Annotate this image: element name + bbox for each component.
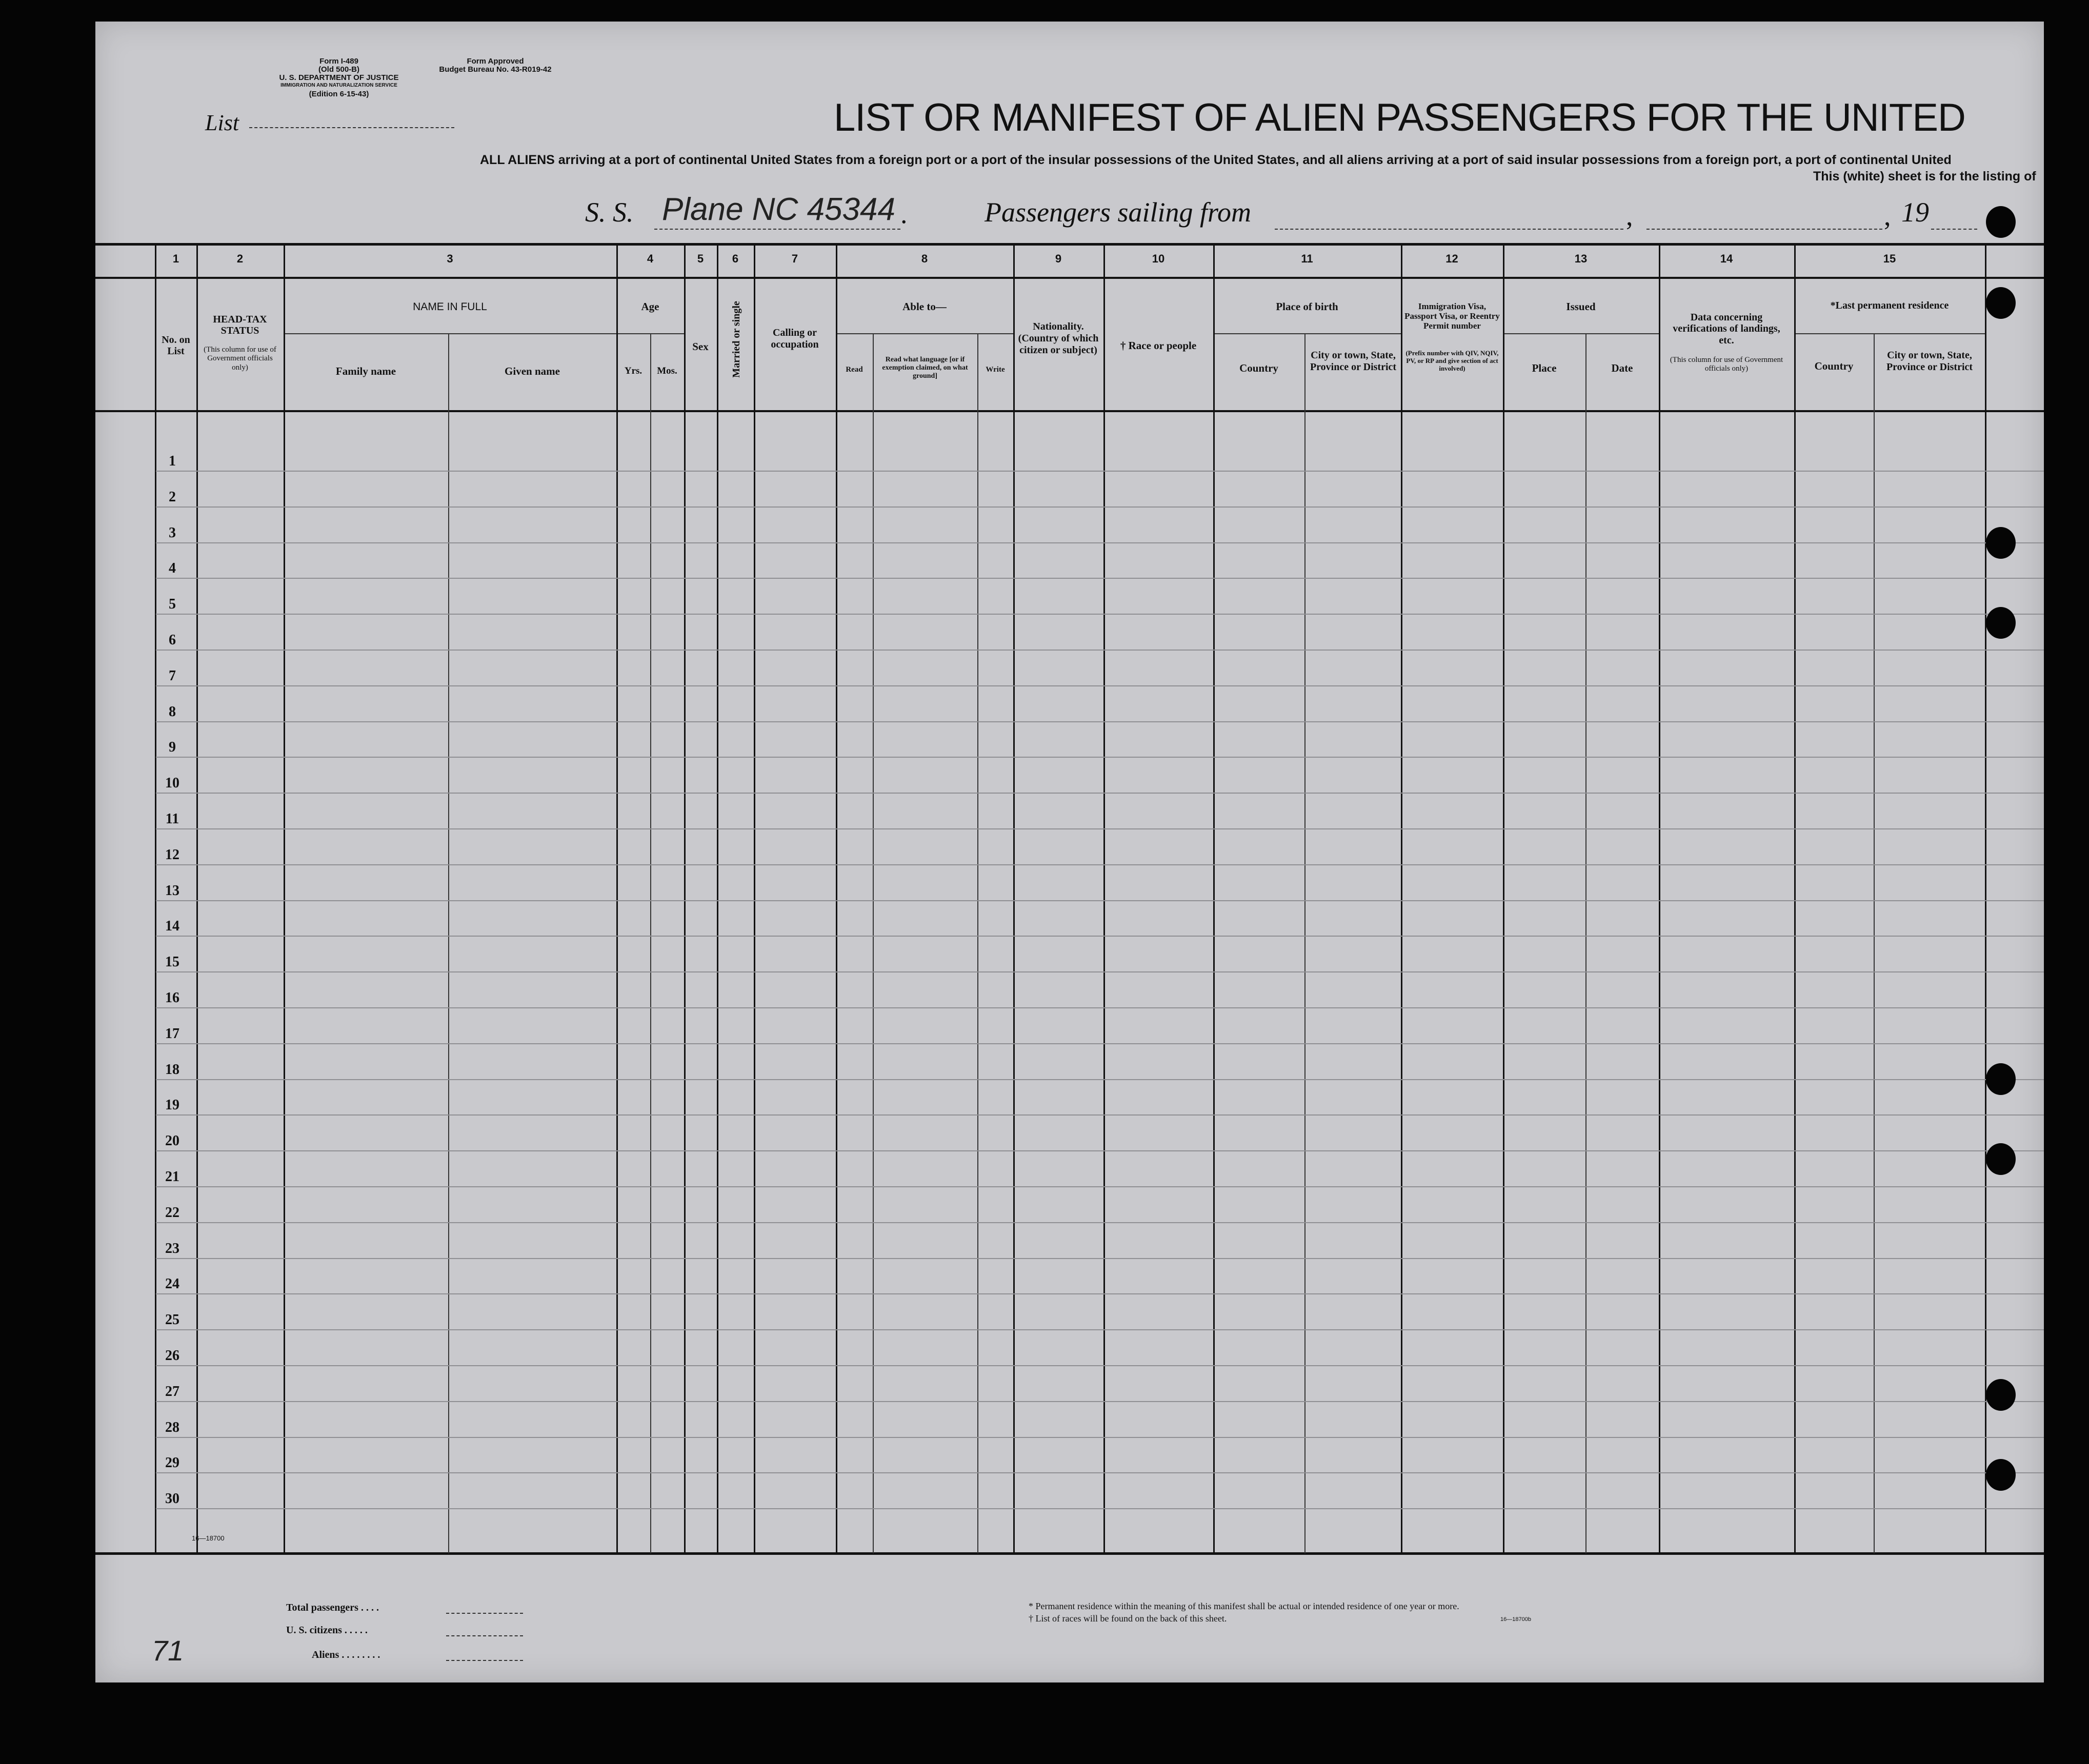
punch-hole [1986,1143,2016,1175]
header-issued-place: Place [1532,362,1557,374]
col-line-3a [448,333,449,1553]
colnum-11: 11 [1301,252,1313,265]
row-number: 6 [169,632,176,648]
colnum-1: 1 [172,252,179,265]
col-line-12 [1503,243,1504,1553]
table-row[interactable] [156,1079,2044,1080]
header-birth-country: Country [1239,362,1278,374]
header-issued: Issued [1566,300,1596,313]
col-line-8 [1013,243,1015,1553]
col-line-0 [155,243,156,1553]
header-age-mos: Mos. [657,366,677,376]
issued-subline [1503,333,1659,334]
col-line-8a [873,333,874,1553]
row-number: 11 [165,811,179,827]
table-row[interactable] [156,900,2044,901]
col-line-6 [754,243,755,1553]
col-line-4 [684,243,686,1553]
col-line-13 [1659,243,1660,1553]
budget-bureau: Budget Bureau No. 43-R019-42 [439,65,552,74]
sailing-date-line[interactable] [1646,229,1882,230]
punch-hole [1986,1379,2016,1411]
header-verifications-note: (This column for use of Government officials only) [1670,356,1783,373]
header-place-of-birth: Place of birth [1276,300,1338,313]
col-line-4a [650,333,651,1553]
header-visa: Immigration Visa, Passport Visa, or Reentry Permit number [1404,301,1500,331]
row-number: 2 [169,489,176,505]
table-row[interactable] [156,971,2044,972]
colnum-5: 5 [697,252,704,265]
subtitle-line-2: This (white) sheet is for the listing of [1813,169,2036,184]
table-row[interactable] [156,542,2044,543]
row-number: 4 [169,560,176,576]
comma-sep: , [1626,200,1633,231]
header-issued-date: Date [1611,362,1633,374]
sailing-port-line[interactable] [1275,229,1623,230]
colnum-12: 12 [1445,252,1458,265]
colnum-2: 2 [236,252,244,265]
col-line-8b [977,333,978,1553]
header-residence-city: City or town, State, Province or District [1886,350,1973,373]
table-top-border [95,243,2044,246]
footnote-races: † List of races will be found on the back of this sheet. [1029,1613,1227,1624]
form-approved: Form Approved [467,57,524,66]
row-number: 25 [165,1312,179,1328]
punch-hole [1986,1459,2016,1491]
table-row[interactable] [156,793,2044,794]
list-label: List [205,110,239,135]
row-number: 7 [169,668,176,684]
row-number: 15 [165,954,179,970]
row-number: 22 [165,1205,179,1221]
table-row[interactable] [156,1293,2044,1294]
row-number: 20 [165,1133,179,1149]
header-able-language: Read what language [or if exemption claimed, on what ground] [882,356,968,380]
row-number: 12 [165,847,179,863]
us-citizens-label: U. S. citizens . . . . . [286,1625,368,1636]
col-line-14 [1794,243,1796,1553]
table-row[interactable] [156,1043,2044,1044]
table-row[interactable] [156,1007,2044,1008]
header-able-to: Able to— [902,300,947,313]
col-line-15 [1985,243,1986,1553]
table-row[interactable] [156,1508,2044,1509]
year-prefix: 19 [1901,197,1929,228]
printer-mark: 16—18700 [192,1534,225,1542]
row-number: 28 [165,1420,179,1435]
comma-sep-2: , [1884,200,1891,231]
table-row[interactable] [156,614,2044,615]
colnum-14: 14 [1720,252,1733,265]
header-name-in-full: NAME IN FULL [413,301,487,313]
header-verifications: Data concerning verifications of landings, etc. [1673,312,1780,346]
table-row[interactable] [156,1114,2044,1116]
table-row[interactable] [156,1186,2044,1187]
table-row[interactable] [156,685,2044,686]
punch-hole [1986,1063,2016,1095]
row-number: 8 [169,704,176,720]
punch-hole [1986,287,2016,319]
subtitle-line-1: ALL ALIENS arriving at a port of continental United States from a foreign port or a port of the insular possessions of the United States, and all aliens arriving at a port of said insular possessions from a foreign port, a port of continental United [480,153,1952,167]
header-age: Age [641,300,659,313]
table-row[interactable] [156,650,2044,651]
table-row[interactable] [156,936,2044,937]
form-edition: (Edition 6-15-43) [309,90,369,98]
margin-mark: 71 [152,1634,184,1667]
ship-name-field[interactable]: Plane NC 45344 [662,192,895,227]
col-line-13a [1585,333,1586,1553]
table-row[interactable] [156,1258,2044,1259]
row-number: 30 [165,1491,179,1507]
colnum-8: 8 [921,252,928,265]
total-passengers-label: Total passengers . . . . [286,1602,379,1613]
row-number: 10 [165,775,179,791]
row-number: 27 [165,1384,179,1400]
header-sex: Sex [692,340,709,353]
ship-name-period: . [900,198,908,229]
list-number-line[interactable] [249,127,454,128]
page-title: LIST OR MANIFEST OF ALIEN PASSENGERS FOR THE UNITED [834,96,1965,139]
ss-label: S. S. [585,197,634,228]
row-number: 1 [169,453,176,469]
row-number: 23 [165,1241,179,1256]
punch-hole [1986,206,2016,238]
row-number: 17 [165,1026,179,1042]
header-able-write: Write [986,366,1005,374]
printer-mark-2: 16—18700b [1500,1616,1531,1623]
header-nationality: Nationality. (Country of which citizen or subject) [1018,321,1099,356]
header-last-residence: *Last permanent residence [1830,300,1949,311]
name-subline [284,333,616,334]
table-row[interactable] [156,1365,2044,1366]
punch-hole [1986,607,2016,639]
row-number: 19 [165,1097,179,1113]
year-line[interactable] [1931,229,1977,230]
table-row[interactable] [156,506,2044,508]
col-line-3 [616,243,618,1553]
col-line-5 [717,243,718,1553]
colnum-bottom [95,277,2044,279]
table-row[interactable] [156,1401,2044,1402]
form-number: Form I-489 [319,57,358,66]
birth-subline [1213,333,1401,334]
colnum-15: 15 [1883,252,1896,265]
header-head-tax-note: (This column for use of Government officials only) [204,346,276,372]
residence-subline [1794,333,1985,334]
colnum-9: 9 [1055,252,1062,265]
punch-hole [1986,527,2016,559]
col-line-15a [1874,333,1875,1553]
header-race: † Race or people [1120,339,1197,352]
col-line-11a [1304,333,1305,1553]
table-row[interactable] [156,471,2044,472]
header-residence-country: Country [1814,360,1854,372]
header-no-on-list: No. on List [162,334,190,357]
row-number: 21 [165,1169,179,1185]
table-bottom-border [95,1552,2044,1555]
table-row[interactable] [156,1150,2044,1151]
table-row[interactable] [156,757,2044,758]
table-row[interactable] [156,828,2044,829]
row-number: 9 [169,739,176,755]
header-birth-city: City or town, State, Province or District [1310,350,1397,373]
colnum-10: 10 [1152,252,1165,265]
table-row[interactable] [156,578,2044,579]
header-calling: Calling or occupation [771,327,819,350]
row-number: 18 [165,1062,179,1078]
row-number: 24 [165,1276,179,1292]
aliens-label: Aliens . . . . . . . . [312,1649,380,1660]
form-department: U. S. DEPARTMENT OF JUSTICE [279,73,399,82]
colnum-4: 4 [647,252,654,265]
header-given-name: Given name [505,365,560,377]
row-number: 3 [169,525,176,541]
col-line-10 [1213,243,1215,1553]
header-head-tax: HEAD-TAX STATUS [213,314,267,336]
table-row[interactable] [156,1472,2044,1473]
aliens-field[interactable] [446,1660,523,1661]
row-number: 26 [165,1348,179,1364]
colnum-7: 7 [791,252,798,265]
table-row[interactable] [156,864,2044,865]
us-citizens-field[interactable] [446,1635,523,1636]
col-line-7 [836,243,837,1553]
col-line-1 [196,243,198,1553]
header-bottom [95,410,2044,412]
colnum-13: 13 [1574,252,1588,265]
total-passengers-field[interactable] [446,1613,523,1614]
form-old-number: (Old 500-B) [318,65,359,74]
header-visa-note: (Prefix number with QIV, NQIV, PV, or RP and give section of act involved) [1405,349,1499,372]
header-married: Married or single [731,301,742,378]
row-number: 5 [169,596,176,612]
row-number: 16 [165,990,179,1006]
table-row[interactable] [156,1437,2044,1438]
row-number: 29 [165,1455,179,1471]
sailing-from-label: Passengers sailing from [985,197,1252,228]
ship-name-line [654,229,900,230]
col-line-11 [1401,243,1402,1553]
table-row[interactable] [156,1329,2044,1330]
manifest-sheet [95,22,2044,1682]
colnum-3: 3 [447,252,453,265]
header-family-name: Family name [335,365,396,377]
col-line-9 [1103,243,1105,1553]
able-subline [836,333,1013,334]
footnote-residence: * Permanent residence within the meaning of this manifest shall be actual or intended residence of one year or more. [1029,1601,1459,1611]
col-line-2 [284,243,285,1553]
table-row[interactable] [156,1222,2044,1223]
row-number: 14 [165,918,179,934]
header-able-read: Read [846,366,863,374]
header-age-yrs: Yrs. [624,366,642,376]
table-row[interactable] [156,721,2044,722]
colnum-6: 6 [732,252,739,265]
form-service: IMMIGRATION AND NATURALIZATION SERVICE [280,83,397,88]
row-number: 13 [165,883,179,899]
